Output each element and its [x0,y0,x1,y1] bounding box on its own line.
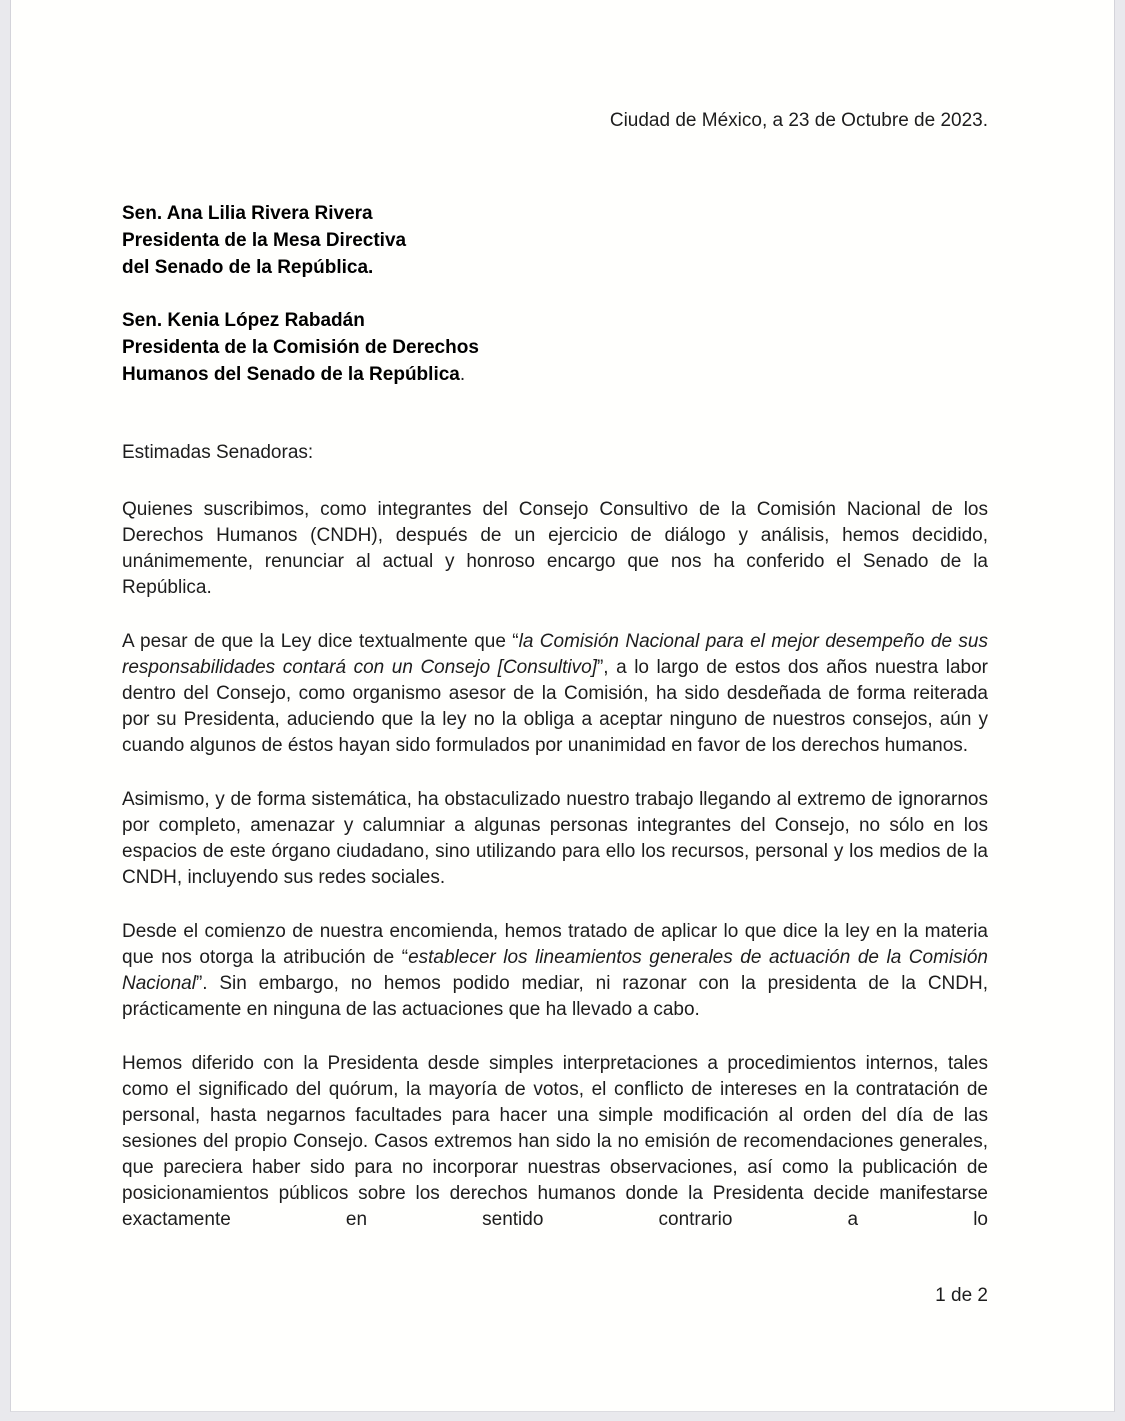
recipient-name: Sen. Ana Lilia Rivera Rivera [122,203,373,224]
recipient-title: Presidenta de la Mesa Directiva [122,230,407,251]
page-number: 1 de 2 [935,1285,988,1306]
recipient-title: Presidenta de la Comisión de Derechos [122,337,479,358]
recipient-block-2 [122,307,988,388]
paragraph-2-lead: A pesar de que la Ley dice textualmente que “ [122,631,519,652]
document-page [10,0,1115,1412]
quoted-law-text: la Comisión Nacional para el mejor desempeño de sus responsabilidades contará con un Consejo [Consultivo] [122,631,988,678]
paragraph-1: Quienes suscribimos, como integrantes del Consejo Consultivo de la Comisión Nacional de los Derechos Humanos (CNDH), después de un ejercicio de diálogo y análisis, hemos decidido, unánimemente, renunciar al actual y honroso encargo que nos ha conferido el Senado de la República. [122,499,988,598]
date-line: Ciudad de México, a 23 de Octubre de 2023. [609,110,988,131]
recipient-institution [122,361,988,388]
paragraph-4-lead: Desde el comienzo de nuestra encomienda, hemos tratado de aplicar lo que dice la ley en la materia que nos otorga la atribución de “ [122,921,988,968]
paragraph-3: Asimismo, y de forma sistemática, ha obstaculizado nuestro trabajo llegando al extremo de ignorarnos por completo, amenazar y calumniar a algunas personas integrantes del Consejo, no sólo en los espacios de este órgano ciudadano, sino utilizando para ello los recursos, personal y los medios de la CNDH, incluyendo sus redes sociales. [122,789,988,888]
paragraph-2-rest: ”, a lo largo de estos dos años nuestra labor dentro del Consejo, como organismo asesor de la Comisión, ha sido desdeñada de forma reiterada por su Presidenta, aduciendo que la ley no la obliga a aceptar ninguno de nuestros consejos, aún y cuando algunos de éstos hayan sido formulados por unanimidad en favor de los derechos humanos. [122,657,988,756]
paragraph-5: Hemos diferido con la Presidenta desde simples interpretaciones a procedimientos internos, tales como el significado del quórum, la mayoría de votos, el conflicto de intereses en la contratación de personal, hasta negarnos facultades para hacer una simple modificación al orden del día de las sesiones del propio Consejo. Casos extremos han sido la no emisión de recomendaciones generales, que pareciera haber sido para no incorporar nuestras observaciones, así como la publicación de posicionamientos públicos sobre los derechos humanos donde la Presidenta decide manifestarse exactamente en sentido contrario a lo [122,1053,988,1230]
salutation: Estimadas Senadoras: [122,442,314,463]
paragraph-4-rest: ”. Sin embargo, no hemos podido mediar, ni razonar con la presidenta de la CNDH, prácticamente en ninguna de las actuaciones que ha llevado a cabo. [122,973,988,1020]
recipient-block-1 [122,200,988,281]
letter-content [122,0,988,1309]
quoted-law-text: establecer los lineamientos generales de actuación de la Comisión Nacional [122,947,988,994]
recipient-institution: del Senado de la República. [122,257,374,278]
paragraph-4 [122,919,988,1023]
paragraph-2 [122,629,988,759]
recipient-institution-period: . [459,364,466,385]
recipient-name: Sen. Kenia López Rabadán [122,310,365,331]
recipient-institution-bold: Humanos del Senado de la República [122,364,460,385]
